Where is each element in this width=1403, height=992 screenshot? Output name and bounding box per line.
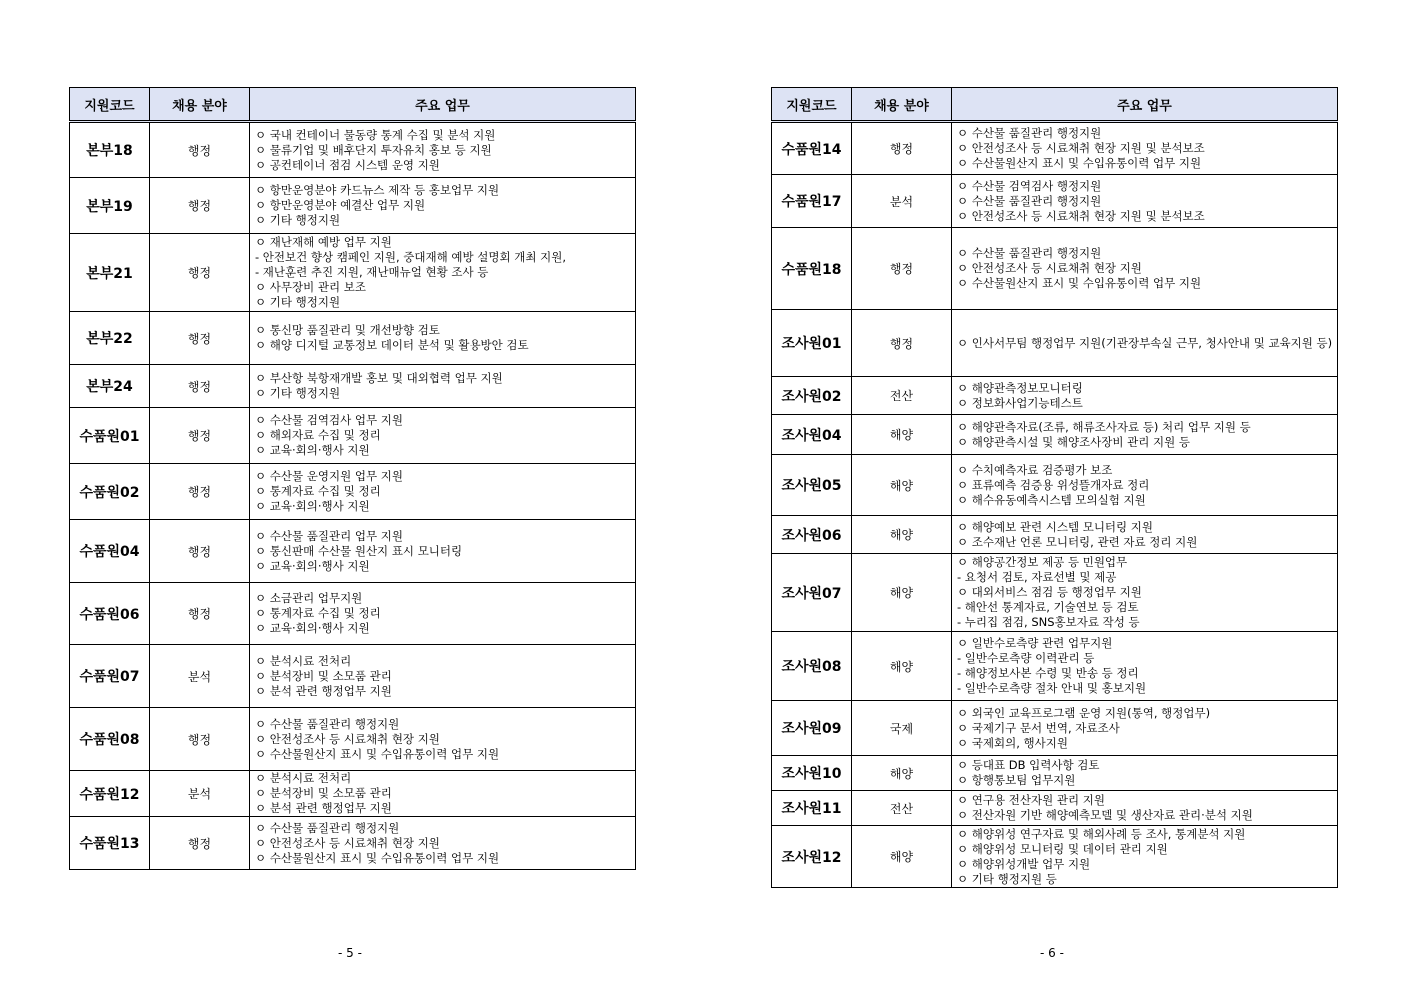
duty-item: ㅇ 교육·회의·행사 지원 (255, 443, 370, 457)
recruit-field: 행정 (150, 365, 250, 408)
duty-item: ㅇ 안전성조사 등 시료채취 현장 지원 (255, 835, 440, 850)
job-table-right (771, 87, 1338, 888)
table-row (772, 632, 1338, 701)
duty-item: ㅇ 수치예측자료 검증평가 보조 (957, 462, 1113, 477)
recruit-field: 행정 (150, 520, 250, 583)
table-row (70, 771, 636, 817)
duty-item: ㅇ 안전성조사 등 시료채취 현장 지원 및 분석보조 (957, 141, 1205, 155)
recruit-field: 행정 (150, 817, 250, 870)
duty-item: ㅇ 해양위성 모니터링 및 데이터 관리 지원 (957, 841, 1168, 856)
duty-item: ㅇ 기타 행정지원 (255, 213, 341, 227)
duty-item: ㅇ 수산물 검역검사 행정지원 (957, 178, 1102, 193)
table-row (70, 464, 636, 520)
table-row (70, 583, 636, 645)
table-row (772, 791, 1338, 826)
main-duties (952, 701, 1338, 756)
recruit-field: 행정 (150, 708, 250, 771)
support-code: 조사원04 (772, 415, 852, 455)
duty-item: ㅇ 분석 관련 행정업무 지원 (255, 683, 392, 698)
duty-item: ㅇ 소금관리 업무지원 (255, 591, 363, 605)
recruit-field: 행정 (150, 464, 250, 520)
recruit-field: 분석 (150, 771, 250, 817)
recruit-field: 행정 (150, 122, 250, 178)
duty-item: - 일반수로측량 절차 안내 및 홍보지원 (957, 681, 1147, 695)
recruit-field: 행정 (852, 310, 952, 377)
table-row (70, 312, 636, 365)
table-row (772, 826, 1338, 888)
main-duties (250, 583, 636, 645)
duty-item: ㅇ 국내 컨테이너 물동량 통계 수집 및 분석 지원 (255, 127, 496, 142)
duty-item: ㅇ 분석시료 전처리 (255, 771, 352, 785)
recruit-field: 분석 (852, 175, 952, 228)
support-code: 조사원08 (772, 632, 852, 701)
header-field: 채용 분야 (852, 88, 952, 122)
duty-item: ㅇ 공컨테이너 점검 시스템 운영 지원 (255, 157, 440, 172)
duty-item: ㅇ 항만운영분야 카드뉴스 제작 등 홍보업무 지원 (255, 183, 500, 197)
main-duties (952, 516, 1338, 554)
table-row (772, 756, 1338, 791)
recruit-field: 행정 (150, 312, 250, 365)
page-number-left: - 5 - (338, 946, 362, 960)
support-code: 본부22 (70, 312, 150, 365)
duty-item: - 재난훈련 추진 지원, 재난매뉴얼 현황 조사 등 (255, 265, 489, 279)
duty-item: ㅇ 수산물 품질관리 행정지원 (255, 716, 400, 731)
duty-item: ㅇ 항만운영분야 예결산 업무 지원 (255, 198, 426, 212)
duty-item: ㅇ 수산물 운영지원 업무 지원 (255, 469, 403, 483)
header-code: 지원코드 (70, 88, 150, 122)
duty-item: ㅇ 해양 디지털 교통정보 데이터 분석 및 활용방안 검토 (255, 338, 529, 352)
recruit-field: 행정 (150, 583, 250, 645)
duty-item: ㅇ 조수재난 언론 모니터링, 관련 자료 정리 지원 (957, 534, 1198, 549)
duty-item: ㅇ 해양위성개발 업무 지원 (957, 856, 1091, 871)
header-code: 지원코드 (772, 88, 852, 122)
recruit-field: 행정 (150, 234, 250, 312)
support-code: 수품원02 (70, 464, 150, 520)
duty-item: ㅇ 분석시료 전처리 (255, 653, 352, 668)
duty-item: ㅇ 기타 행정지원 등 (957, 871, 1057, 886)
support-code: 조사원07 (772, 554, 852, 632)
recruit-field: 해양 (852, 756, 952, 791)
duty-item: ㅇ 수산물원산지 표시 및 수입유통이력 업무 지원 (957, 276, 1202, 290)
duty-item: ㅇ 수산물 검역검사 업무 지원 (255, 413, 403, 427)
main-duties (250, 817, 636, 870)
support-code: 수품원07 (70, 645, 150, 708)
duty-item: ㅇ 해양예보 관련 시스템 모니터링 지원 (957, 519, 1154, 534)
support-code: 조사원06 (772, 516, 852, 554)
duty-item: ㅇ 정보화사업기능테스트 (957, 395, 1083, 410)
recruit-field: 해양 (852, 826, 952, 888)
table-row (772, 415, 1338, 455)
duty-item: ㅇ 안전성조사 등 시료채취 현장 지원 (255, 731, 440, 746)
duty-item: ㅇ 재난재해 예방 업무 지원 (255, 235, 392, 249)
table-row (70, 817, 636, 870)
main-duties (952, 377, 1338, 415)
duty-item: - 누리집 점검, SNS홍보자료 작성 등 (957, 615, 1140, 629)
header-field: 채용 분야 (150, 88, 250, 122)
support-code: 조사원05 (772, 455, 852, 516)
recruit-field: 행정 (150, 408, 250, 464)
duty-item: ㅇ 수산물 품질관리 행정지원 (957, 246, 1102, 260)
main-duties (250, 520, 636, 583)
duty-item: ㅇ 수산물 품질관리 행정지원 (957, 193, 1102, 208)
duty-item: ㅇ 해양관측정보모니터링 (957, 380, 1083, 395)
support-code: 조사원01 (772, 310, 852, 377)
main-duties (250, 178, 636, 234)
table-row (70, 520, 636, 583)
duty-item: ㅇ 교육·회의·행사 지원 (255, 558, 370, 573)
duty-item: - 일반수로측량 이력관리 등 (957, 651, 1095, 665)
duty-item: ㅇ 분석장비 및 소모품 관리 (255, 786, 392, 800)
main-duties (952, 122, 1338, 175)
main-duties (952, 791, 1338, 826)
table-row (772, 377, 1338, 415)
recruit-field: 행정 (852, 122, 952, 175)
recruit-field: 행정 (150, 178, 250, 234)
table-row (772, 310, 1338, 377)
table-row (772, 228, 1338, 310)
recruit-field: 국제 (852, 701, 952, 756)
support-code: 본부18 (70, 122, 150, 178)
main-duties (250, 645, 636, 708)
support-code: 수품원04 (70, 520, 150, 583)
support-code: 조사원09 (772, 701, 852, 756)
duty-item: ㅇ 해양공간정보 제공 등 민원업무 (957, 555, 1128, 569)
recruit-field: 해양 (852, 632, 952, 701)
duty-item: ㅇ 분석 관련 행정업무 지원 (255, 801, 392, 815)
duty-item: ㅇ 물류기업 및 배후단지 투자유치 홍보 등 지원 (255, 142, 492, 157)
duty-item: ㅇ 안전성조사 등 시료채취 현장 지원 및 분석보조 (957, 208, 1205, 223)
table-row (70, 365, 636, 408)
duty-item: ㅇ 교육·회의·행사 지원 (255, 621, 370, 635)
support-code: 수품원17 (772, 175, 852, 228)
duty-item: ㅇ 등대표 DB 입력사항 검토 (957, 758, 1100, 772)
duty-item: ㅇ 수산물원산지 표시 및 수입유통이력 업무 지원 (255, 850, 500, 865)
duty-item: ㅇ 분석장비 및 소모품 관리 (255, 668, 392, 683)
table-row (772, 701, 1338, 756)
recruit-field: 분석 (150, 645, 250, 708)
duty-item: ㅇ 해양관측자료(조류, 해류조사자료 등) 처리 업무 지원 등 (957, 419, 1251, 434)
duty-item: ㅇ 국제회의, 행사지원 (957, 735, 1068, 750)
recruit-field: 전산 (852, 791, 952, 826)
table-row (70, 708, 636, 771)
header-duty: 주요 업무 (952, 88, 1338, 122)
table-row (70, 645, 636, 708)
main-duties (952, 310, 1338, 377)
support-code: 본부24 (70, 365, 150, 408)
recruit-field: 해양 (852, 516, 952, 554)
duty-item: ㅇ 전산자원 기반 해양예측모델 및 생산자료 관리·분석 지원 (957, 808, 1253, 822)
main-duties (952, 826, 1338, 888)
support-code: 수품원01 (70, 408, 150, 464)
support-code: 수품원06 (70, 583, 150, 645)
main-duties (250, 312, 636, 365)
support-code: 수품원14 (772, 122, 852, 175)
main-duties (250, 771, 636, 817)
recruit-field: 해양 (852, 455, 952, 516)
duty-item: ㅇ 해수유동예측시스템 모의실험 지원 (957, 492, 1146, 507)
recruit-field: 전산 (852, 377, 952, 415)
duty-item: ㅇ 수산물원산지 표시 및 수입유통이력 업무 지원 (957, 156, 1202, 170)
support-code: 본부19 (70, 178, 150, 234)
duty-item: - 안전보건 향상 캠페인 지원, 중대재해 예방 설명회 개최 지원, (255, 250, 566, 264)
duty-item: ㅇ 국제기구 문서 번역, 자료조사 (957, 720, 1120, 735)
duty-item: ㅇ 수산물 품질관리 행정지원 (957, 126, 1102, 140)
table-row (70, 234, 636, 312)
main-duties (250, 464, 636, 520)
duty-item: ㅇ 부산항 북항재개발 홍보 및 대외협력 업무 지원 (255, 371, 503, 385)
table-row (772, 455, 1338, 516)
table-row (70, 122, 636, 178)
recruit-field: 해양 (852, 415, 952, 455)
main-duties (250, 708, 636, 771)
main-duties (952, 415, 1338, 455)
duty-item: ㅇ 안전성조사 등 시료채취 현장 지원 (957, 261, 1142, 275)
main-duties (952, 756, 1338, 791)
duty-item: - 해양정보사본 수령 및 반송 등 정리 (957, 666, 1139, 680)
support-code: 조사원10 (772, 756, 852, 791)
main-duties (952, 455, 1338, 516)
duty-item: ㅇ 연구용 전산자원 관리 지원 (957, 793, 1105, 807)
support-code: 조사원02 (772, 377, 852, 415)
table-row (772, 554, 1338, 632)
main-duties (250, 365, 636, 408)
main-duties (250, 234, 636, 312)
table-row (772, 122, 1338, 175)
duty-item: ㅇ 표류예측 검증용 위성뜰개자료 정리 (957, 477, 1150, 492)
job-table-left (69, 87, 636, 870)
main-duties (952, 554, 1338, 632)
duty-item: ㅇ 수산물 품질관리 업무 지원 (255, 528, 403, 543)
duty-item: - 요청서 검토, 자료선별 및 제공 (957, 570, 1117, 584)
table-row (70, 178, 636, 234)
duty-item: - 해안선 통계자료, 기술연보 등 검토 (957, 600, 1139, 614)
duty-item: ㅇ 항행통보팀 업무지원 (957, 773, 1076, 787)
table-row (772, 516, 1338, 554)
duty-item: ㅇ 사무장비 관리 보조 (255, 280, 366, 294)
main-duties (952, 228, 1338, 310)
duty-item: ㅇ 인사서무팀 행정업무 지원(기관장부속실 근무, 청사안내 및 교육지원 등) (957, 335, 1332, 350)
duty-item: ㅇ 통계자료 수집 및 정리 (255, 484, 381, 498)
main-duties (250, 122, 636, 178)
duty-item: ㅇ 해양관측시설 및 해양조사장비 관리 지원 등 (957, 434, 1191, 449)
table-row (772, 175, 1338, 228)
duty-item: ㅇ 통신망 품질관리 및 개선방향 검토 (255, 323, 440, 337)
duty-item: ㅇ 기타 행정지원 (255, 295, 341, 309)
duty-item: ㅇ 통계자료 수집 및 정리 (255, 606, 381, 620)
page-number-right: - 6 - (1040, 946, 1064, 960)
header-duty: 주요 업무 (250, 88, 636, 122)
support-code: 수품원18 (772, 228, 852, 310)
main-duties (952, 632, 1338, 701)
support-code: 수품원12 (70, 771, 150, 817)
duty-item: ㅇ 일반수로측량 관련 업무지원 (957, 636, 1113, 650)
support-code: 조사원11 (772, 791, 852, 826)
duty-item: ㅇ 수산물원산지 표시 및 수입유통이력 업무 지원 (255, 746, 500, 761)
duty-item: ㅇ 통신판매 수산물 원산지 표시 모니터링 (255, 543, 463, 558)
duty-item: ㅇ 수산물 품질관리 행정지원 (255, 820, 400, 835)
recruit-field: 해양 (852, 554, 952, 632)
duty-item: ㅇ 해외자료 수집 및 정리 (255, 428, 381, 442)
support-code: 본부21 (70, 234, 150, 312)
duty-item: ㅇ 외국인 교육프로그램 운영 지원(통역, 행정업무) (957, 705, 1211, 720)
table-row (70, 408, 636, 464)
duty-item: ㅇ 기타 행정지원 (255, 386, 341, 400)
main-duties (952, 175, 1338, 228)
duty-item: ㅇ 대외서비스 점검 등 행정업무 지원 (957, 585, 1142, 599)
duty-item: ㅇ 교육·회의·행사 지원 (255, 499, 370, 513)
support-code: 수품원13 (70, 817, 150, 870)
main-duties (250, 408, 636, 464)
support-code: 조사원12 (772, 826, 852, 888)
duty-item: ㅇ 해양위성 연구자료 및 해외사례 등 조사, 통계분석 지원 (957, 826, 1246, 841)
support-code: 수품원08 (70, 708, 150, 771)
recruit-field: 행정 (852, 228, 952, 310)
